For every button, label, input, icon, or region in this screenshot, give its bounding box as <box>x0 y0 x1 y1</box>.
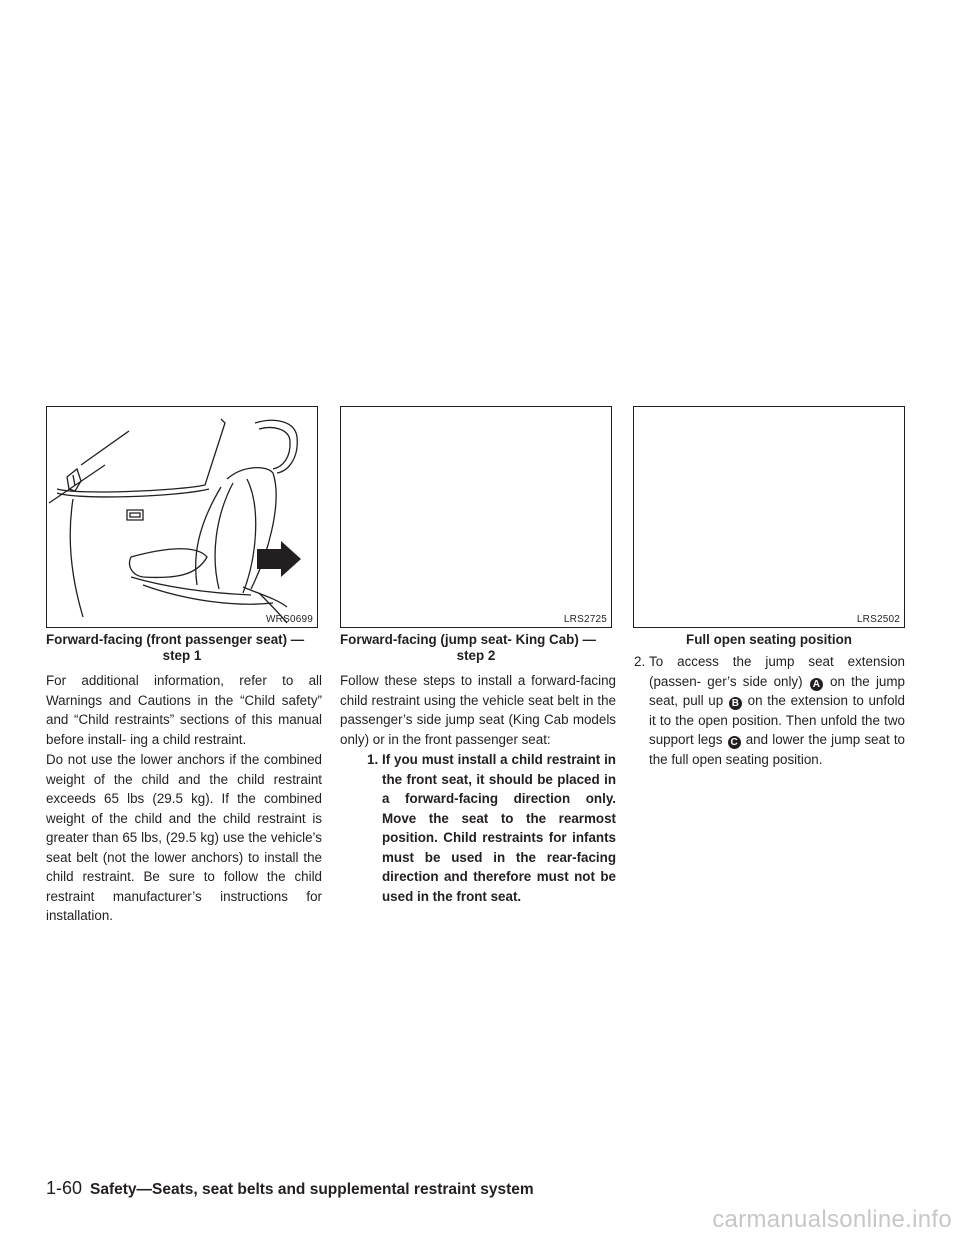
watermark: carmanualsonline.info <box>712 1206 952 1233</box>
seat-illustration <box>47 407 317 627</box>
figure-code: LRS2725 <box>563 614 607 625</box>
figure-caption: Full open seating position <box>686 632 852 647</box>
step-number: 1. <box>367 752 379 767</box>
figure-code: WRS0699 <box>266 614 313 625</box>
figure-forward-facing-jump-seat <box>340 406 612 628</box>
step-text: If you must install a child restraint in the front seat, it should be placed in a forward-facing direction only. Move the seat to the rearmost position. Child restraints for infants must be used in the rear-facing direction and therefore must not be used in the front seat. <box>382 752 616 904</box>
figure-full-open-seating <box>633 406 905 628</box>
page-footer <box>46 1178 534 1199</box>
figure-forward-facing-front-seat <box>46 406 318 628</box>
step-1 <box>367 750 616 906</box>
step-2: 2. To access the jump seat extension (passen- ger’s side only) A on the jump seat, pull up B on the extension to unfold it to the open position. Then unfold the two support legs C and lower the jump seat to the full open seating position. <box>634 654 905 767</box>
body-paragraph: Do not use the lower anchors if the combined weight of the child and the child restraint exceeds 65 lbs (29.5 kg). If the combined weight of the child and the child restraint is greater than 65 lbs, (29.5 kg) use the vehicle’s seat belt (not the lower anchors) to install the child restraint. Be sure to follow the child restraint manufacturer’s instructions for installation. <box>46 752 322 923</box>
section-title: Safety—Seats, seat belts and supplemental restraint system <box>90 1181 534 1198</box>
callout-a: A <box>810 678 823 691</box>
body-paragraph: For additional information, refer to all Warnings and Cautions in the “Child safety” and “Child restraints” sections of this manual before install- ing a child restraint. <box>46 673 322 747</box>
callout-c: C <box>728 736 741 749</box>
figure-code: LRS2502 <box>856 614 900 625</box>
figure-caption: Forward-facing (jump seat- King Cab) — step 2 <box>340 632 596 663</box>
page-number: 1-60 <box>46 1178 83 1198</box>
callout-b: B <box>729 697 742 710</box>
body-paragraph: Follow these steps to install a forward-facing child restraint using the vehicle seat belt in the passenger’s side jump seat (King Cab models only) or in the front passenger seat: <box>340 673 616 747</box>
figure-caption: Forward-facing (front passenger seat) — step 1 <box>46 632 305 663</box>
step-number: 2. <box>634 654 646 669</box>
